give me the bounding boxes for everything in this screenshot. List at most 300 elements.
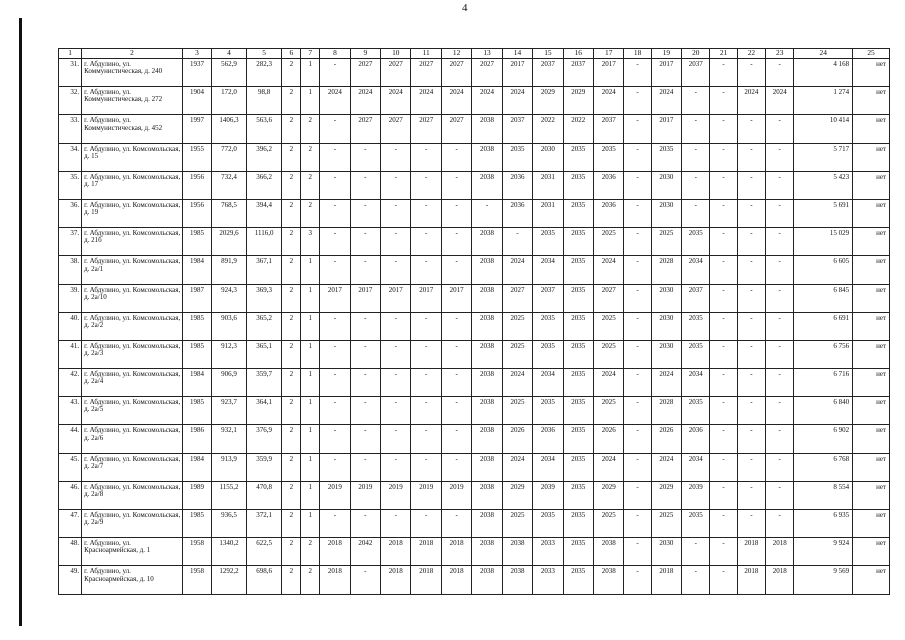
table-cell: -	[350, 143, 380, 171]
table-cell: 2018	[320, 566, 350, 594]
table-cell: -	[411, 143, 441, 171]
row-number-cell: 32.	[59, 87, 82, 115]
table-cell: -	[710, 538, 737, 566]
table-cell: 906,9	[212, 369, 247, 397]
table-cell: 698,6	[246, 566, 282, 594]
flag-cell: нет	[853, 312, 890, 340]
table-cell: 2038	[472, 510, 502, 538]
table-cell: 1987	[182, 284, 211, 312]
table-cell: -	[766, 340, 794, 368]
table-cell: 2025	[502, 510, 532, 538]
table-cell: -	[682, 171, 710, 199]
table-cell: -	[411, 228, 441, 256]
table-cell: -	[624, 566, 651, 594]
address-cell: г. Абдулино, ул. Комсомольская, д. 2а/3	[82, 340, 183, 368]
table-cell: -	[441, 510, 471, 538]
table-cell: 2	[301, 115, 320, 143]
table-cell: -	[350, 171, 380, 199]
flag-cell: нет	[853, 340, 890, 368]
housing-repair-table	[58, 48, 890, 595]
table-cell: -	[624, 425, 651, 453]
table-cell: 359,9	[246, 453, 282, 481]
table-cell: 1985	[182, 340, 211, 368]
table-cell: 2027	[381, 59, 411, 87]
table-cell: 936,5	[212, 510, 247, 538]
table-row	[59, 566, 890, 594]
row-number-cell: 44.	[59, 425, 82, 453]
column-header: 12	[441, 49, 471, 59]
column-header: 11	[411, 49, 441, 59]
address-cell: г. Абдулино, ул. Комсомольская, д. 2а/9	[82, 510, 183, 538]
table-cell: 2035	[682, 340, 710, 368]
table-cell: -	[766, 397, 794, 425]
table-header	[59, 49, 890, 59]
table-cell: 1985	[182, 312, 211, 340]
table-cell: 2035	[533, 312, 563, 340]
table-cell: 2	[282, 453, 301, 481]
table-cell: -	[350, 312, 380, 340]
table-cell: 2039	[533, 481, 563, 509]
table-row	[59, 256, 890, 284]
column-header: 4	[212, 49, 247, 59]
table-cell: 98,8	[246, 87, 282, 115]
table-cell: 2017	[320, 284, 350, 312]
address-cell: г. Абдулино, ул. Комсомольская, д. 2а/1	[82, 256, 183, 284]
table-cell: -	[624, 481, 651, 509]
table-cell: 2036	[594, 199, 624, 227]
table-cell: -	[710, 228, 737, 256]
table-cell: 2035	[563, 171, 593, 199]
table-cell: 2027	[441, 115, 471, 143]
row-number-cell: 41.	[59, 340, 82, 368]
table-row	[59, 171, 890, 199]
table-cell: -	[624, 256, 651, 284]
table-cell: 359,7	[246, 369, 282, 397]
table-cell: -	[320, 510, 350, 538]
table-cell: 2037	[502, 115, 532, 143]
table-cell: 2038	[472, 397, 502, 425]
table-cell: 376,9	[246, 425, 282, 453]
table-cell: -	[411, 510, 441, 538]
page-number: 4	[462, 2, 468, 14]
table-cell: 2025	[594, 312, 624, 340]
table-cell: -	[766, 115, 794, 143]
table-cell: 2037	[563, 59, 593, 87]
table-cell: -	[624, 312, 651, 340]
table-cell: 1	[301, 369, 320, 397]
table-cell: -	[682, 566, 710, 594]
table-cell: 2019	[320, 481, 350, 509]
table-cell: 2038	[472, 115, 502, 143]
flag-cell: нет	[853, 538, 890, 566]
column-header: 3	[182, 49, 211, 59]
table-cell: -	[737, 143, 765, 171]
table-cell: -	[350, 256, 380, 284]
table-cell: 2024	[411, 87, 441, 115]
table-cell: -	[350, 566, 380, 594]
table-cell: -	[320, 143, 350, 171]
table-cell: -	[381, 369, 411, 397]
column-header: 14	[502, 49, 532, 59]
table-cell: 2	[282, 312, 301, 340]
address-cell: г. Абдулино, ул. Комсомольская, д. 19	[82, 199, 183, 227]
address-cell: г. Абдулино, ул. Коммунистическая, д. 272	[82, 87, 183, 115]
table-cell: -	[320, 340, 350, 368]
table-cell: -	[737, 115, 765, 143]
table-cell: 2024	[766, 87, 794, 115]
table-cell: 2035	[682, 397, 710, 425]
table-cell: 2	[282, 369, 301, 397]
table-cell: 732,4	[212, 171, 247, 199]
address-cell: г. Абдулино, ул. Красноармейская, д. 1	[82, 538, 183, 566]
table-cell: -	[624, 510, 651, 538]
table-cell: 2033	[533, 566, 563, 594]
table-cell: 2	[301, 199, 320, 227]
data-table	[58, 48, 890, 595]
table-cell: 2024	[594, 453, 624, 481]
table-cell: 2031	[533, 171, 563, 199]
table-cell: 367,1	[246, 256, 282, 284]
table-cell: -	[766, 369, 794, 397]
table-cell: 2018	[651, 566, 681, 594]
table-row	[59, 453, 890, 481]
table-cell: -	[320, 199, 350, 227]
table-cell: 1955	[182, 143, 211, 171]
row-number-cell: 33.	[59, 115, 82, 143]
column-header: 15	[533, 49, 563, 59]
table-cell: 2027	[350, 115, 380, 143]
column-header: 16	[563, 49, 593, 59]
table-cell: 2035	[594, 143, 624, 171]
table-cell: 1116,0	[246, 228, 282, 256]
row-number-cell: 43.	[59, 397, 82, 425]
table-cell: -	[710, 510, 737, 538]
table-cell: 1155,2	[212, 481, 247, 509]
table-cell: 1	[301, 481, 320, 509]
table-cell: 2	[282, 87, 301, 115]
table-cell: -	[682, 115, 710, 143]
table-cell: 2	[282, 397, 301, 425]
table-cell: 2024	[502, 453, 532, 481]
table-cell: 2024	[472, 87, 502, 115]
table-cell: -	[682, 199, 710, 227]
table-cell: 2024	[594, 369, 624, 397]
total-cost-cell: 10 414	[794, 115, 853, 143]
flag-cell: нет	[853, 87, 890, 115]
table-cell: -	[624, 171, 651, 199]
table-cell: 2024	[502, 87, 532, 115]
table-cell: 366,2	[246, 171, 282, 199]
table-cell: -	[381, 256, 411, 284]
table-cell: -	[624, 87, 651, 115]
table-cell: 2017	[651, 59, 681, 87]
table-cell: 2030	[651, 340, 681, 368]
row-number-cell: 48.	[59, 538, 82, 566]
table-cell: 2018	[411, 566, 441, 594]
flag-cell: нет	[853, 199, 890, 227]
address-cell: г. Абдулино, ул. Комсомольская, д. 21б	[82, 228, 183, 256]
address-cell: г. Абдулино, ул. Комсомольская, д. 2а/7	[82, 453, 183, 481]
table-cell: -	[766, 453, 794, 481]
table-cell: -	[766, 143, 794, 171]
table-cell: -	[441, 256, 471, 284]
table-cell: 1985	[182, 510, 211, 538]
total-cost-cell: 6 902	[794, 425, 853, 453]
table-cell: 2035	[563, 397, 593, 425]
row-number-cell: 35.	[59, 171, 82, 199]
table-cell: 396,2	[246, 143, 282, 171]
table-cell: 1984	[182, 256, 211, 284]
table-cell: 2024	[651, 87, 681, 115]
table-cell: -	[350, 397, 380, 425]
table-cell: 282,3	[246, 59, 282, 87]
table-cell: 2018	[441, 566, 471, 594]
table-cell: -	[350, 369, 380, 397]
table-cell: 2	[282, 171, 301, 199]
table-cell: 1984	[182, 453, 211, 481]
column-header: 24	[794, 49, 853, 59]
table-cell: -	[411, 340, 441, 368]
table-cell: 1340,2	[212, 538, 247, 566]
table-cell: 2038	[594, 566, 624, 594]
table-cell: 2038	[472, 566, 502, 594]
table-cell: 2029	[651, 481, 681, 509]
row-number-cell: 40.	[59, 312, 82, 340]
table-cell: -	[710, 425, 737, 453]
table-cell: -	[411, 256, 441, 284]
table-cell: 1985	[182, 228, 211, 256]
table-cell: -	[411, 453, 441, 481]
table-cell: -	[411, 171, 441, 199]
flag-cell: нет	[853, 397, 890, 425]
table-cell: 913,9	[212, 453, 247, 481]
table-cell: -	[737, 425, 765, 453]
address-cell: г. Абдулино, ул. Комсомольская, д. 2а/6	[82, 425, 183, 453]
table-cell: -	[411, 425, 441, 453]
table-cell: -	[320, 256, 350, 284]
table-cell: 2	[282, 284, 301, 312]
table-cell: -	[350, 510, 380, 538]
table-cell: 1956	[182, 199, 211, 227]
table-cell: 2022	[533, 115, 563, 143]
table-cell: 932,1	[212, 425, 247, 453]
table-cell: -	[381, 312, 411, 340]
total-cost-cell: 6 716	[794, 369, 853, 397]
table-cell: 2037	[594, 115, 624, 143]
table-cell: 1	[301, 453, 320, 481]
table-cell: 2025	[594, 228, 624, 256]
table-cell: -	[320, 228, 350, 256]
table-cell: -	[766, 312, 794, 340]
table-cell: 2030	[651, 284, 681, 312]
table-cell: 2035	[563, 510, 593, 538]
table-cell: -	[710, 87, 737, 115]
column-header: 17	[594, 49, 624, 59]
table-cell: 2036	[502, 171, 532, 199]
table-cell: 2037	[533, 284, 563, 312]
flag-cell: нет	[853, 256, 890, 284]
table-row	[59, 481, 890, 509]
row-number-cell: 38.	[59, 256, 82, 284]
table-cell: -	[737, 369, 765, 397]
table-cell: 2038	[472, 171, 502, 199]
address-cell: г. Абдулино, ул. Комсомольская, д. 2а/2	[82, 312, 183, 340]
flag-cell: нет	[853, 425, 890, 453]
table-cell: 2035	[563, 481, 593, 509]
table-cell: 2	[282, 481, 301, 509]
table-cell: 2028	[651, 397, 681, 425]
row-number-cell: 45.	[59, 453, 82, 481]
table-row	[59, 143, 890, 171]
table-cell: 2	[282, 59, 301, 87]
table-cell: 2024	[651, 369, 681, 397]
table-cell: -	[710, 369, 737, 397]
table-row	[59, 369, 890, 397]
table-cell: 1	[301, 284, 320, 312]
table-cell: 2024	[651, 453, 681, 481]
table-cell: 923,7	[212, 397, 247, 425]
table-cell: -	[320, 453, 350, 481]
table-cell: -	[737, 453, 765, 481]
table-cell: 2038	[472, 425, 502, 453]
table-cell: 2035	[563, 199, 593, 227]
table-cell: -	[682, 87, 710, 115]
table-cell: 2018	[320, 538, 350, 566]
column-header: 20	[682, 49, 710, 59]
table-cell: 2	[282, 538, 301, 566]
table-cell: -	[737, 171, 765, 199]
table-cell: -	[350, 199, 380, 227]
total-cost-cell: 15 029	[794, 228, 853, 256]
table-cell: 2	[282, 228, 301, 256]
table-cell: 2019	[350, 481, 380, 509]
table-cell: 2035	[563, 312, 593, 340]
table-cell: 2035	[563, 228, 593, 256]
table-cell: 1406,3	[212, 115, 247, 143]
table-cell: -	[737, 59, 765, 87]
table-cell: 2027	[411, 115, 441, 143]
table-cell: 2	[282, 115, 301, 143]
table-cell: -	[624, 369, 651, 397]
table-cell: -	[737, 284, 765, 312]
column-header: 18	[624, 49, 651, 59]
table-cell: 2025	[502, 312, 532, 340]
table-cell: -	[350, 340, 380, 368]
flag-cell: нет	[853, 481, 890, 509]
column-header: 8	[320, 49, 350, 59]
table-cell: -	[350, 453, 380, 481]
table-cell: -	[766, 171, 794, 199]
table-cell: -	[710, 397, 737, 425]
table-cell: 2036	[594, 171, 624, 199]
table-cell: 372,1	[246, 510, 282, 538]
table-row	[59, 425, 890, 453]
table-cell: -	[350, 425, 380, 453]
table-cell: -	[710, 481, 737, 509]
table-cell: -	[624, 397, 651, 425]
table-cell: -	[710, 340, 737, 368]
table-cell: -	[710, 566, 737, 594]
table-cell: 1	[301, 340, 320, 368]
table-cell: 2024	[350, 87, 380, 115]
table-row	[59, 115, 890, 143]
total-cost-cell: 9 924	[794, 538, 853, 566]
table-cell: 2017	[651, 115, 681, 143]
address-cell: г. Абдулино, ул. Коммунистическая, д. 452	[82, 115, 183, 143]
table-cell: 2025	[594, 397, 624, 425]
column-header: 2	[82, 49, 183, 59]
column-header: 6	[282, 49, 301, 59]
table-cell: 2038	[594, 538, 624, 566]
table-cell: -	[411, 312, 441, 340]
address-cell: г. Абдулино, ул. Коммунистическая, д. 240	[82, 59, 183, 87]
table-cell: 2027	[472, 59, 502, 87]
table-cell: -	[381, 340, 411, 368]
table-cell: 2018	[737, 566, 765, 594]
total-cost-cell: 5 423	[794, 171, 853, 199]
table-cell: -	[411, 199, 441, 227]
table-cell: -	[624, 284, 651, 312]
table-cell: 2035	[563, 566, 593, 594]
table-cell: 470,8	[246, 481, 282, 509]
table-cell: 2030	[651, 538, 681, 566]
column-number-row	[59, 49, 890, 59]
table-cell: 2035	[651, 143, 681, 171]
flag-cell: нет	[853, 228, 890, 256]
table-cell: 172,0	[212, 87, 247, 115]
table-cell: 2034	[533, 256, 563, 284]
column-header: 1	[59, 49, 82, 59]
table-cell: -	[766, 199, 794, 227]
table-cell: 2025	[594, 510, 624, 538]
total-cost-cell: 6 691	[794, 312, 853, 340]
table-cell: 1292,2	[212, 566, 247, 594]
table-cell: 2035	[563, 453, 593, 481]
table-cell: -	[710, 143, 737, 171]
table-cell: 2035	[682, 228, 710, 256]
table-row	[59, 397, 890, 425]
table-cell: 2017	[594, 59, 624, 87]
table-cell: 2019	[441, 481, 471, 509]
table-cell: 1	[301, 59, 320, 87]
table-cell: 2027	[441, 59, 471, 87]
table-cell: 2026	[594, 425, 624, 453]
table-cell: 768,5	[212, 199, 247, 227]
table-cell: 2018	[381, 566, 411, 594]
address-cell: г. Абдулино, ул. Комсомольская, д. 2а/4	[82, 369, 183, 397]
table-cell: -	[350, 228, 380, 256]
table-cell: -	[737, 312, 765, 340]
table-cell: -	[737, 510, 765, 538]
table-cell: 2035	[533, 510, 563, 538]
table-cell: -	[766, 284, 794, 312]
table-cell: -	[624, 228, 651, 256]
table-cell: -	[624, 115, 651, 143]
table-cell: 2038	[502, 566, 532, 594]
table-cell: 772,0	[212, 143, 247, 171]
table-cell: 2	[282, 425, 301, 453]
table-cell: -	[381, 425, 411, 453]
table-cell: 2018	[381, 538, 411, 566]
table-cell: -	[737, 340, 765, 368]
column-header: 10	[381, 49, 411, 59]
table-cell: 2018	[411, 538, 441, 566]
table-cell: -	[766, 228, 794, 256]
table-cell: -	[441, 453, 471, 481]
table-cell: 394,4	[246, 199, 282, 227]
table-cell: 1937	[182, 59, 211, 87]
table-cell: -	[441, 312, 471, 340]
